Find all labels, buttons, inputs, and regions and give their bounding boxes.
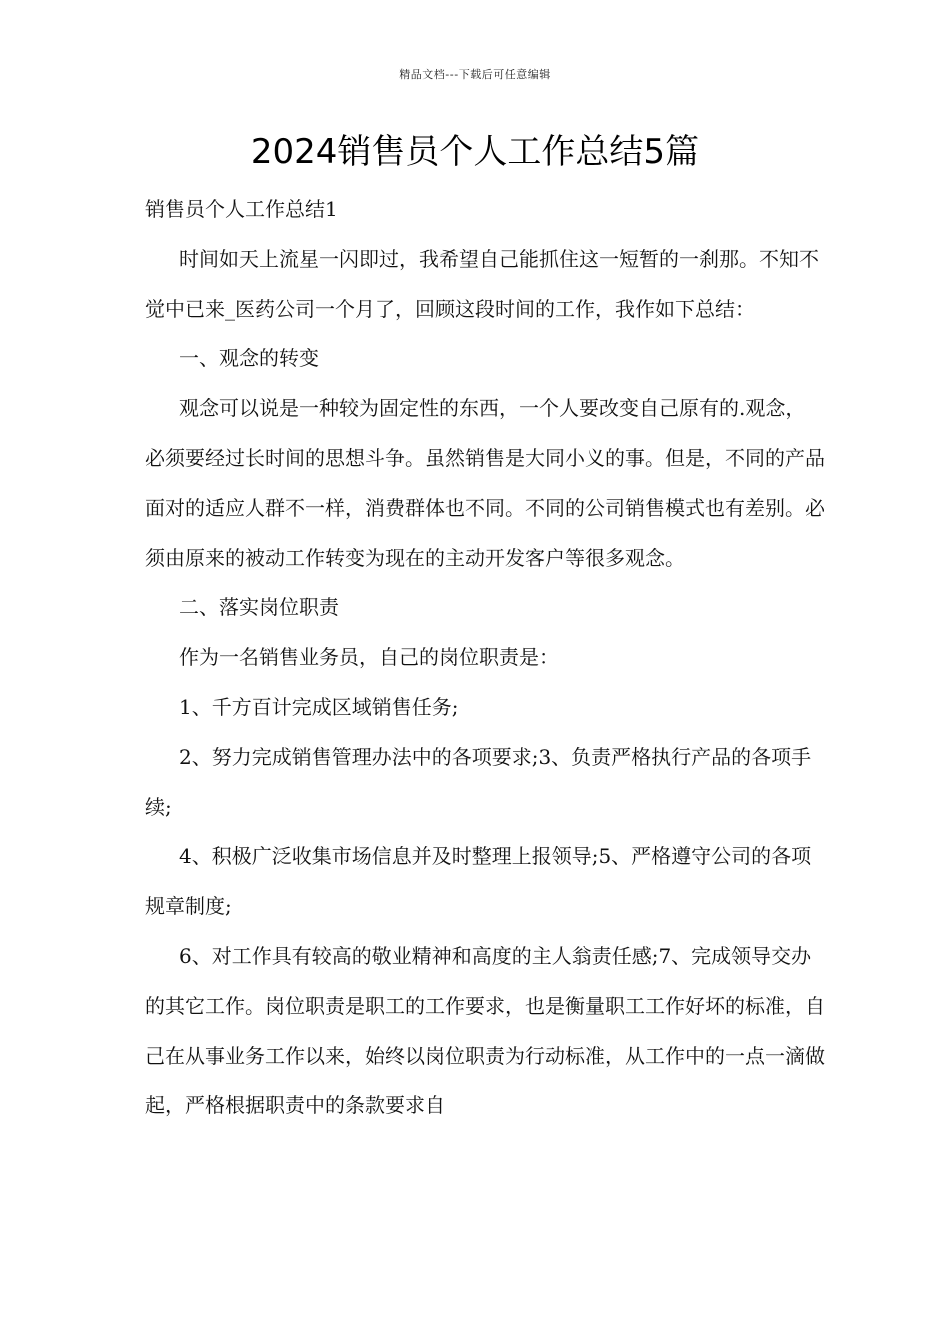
document-title: 2024销售员个人工作总结5篇: [250, 132, 700, 172]
header-note: 精品文档---下载后可任意编辑: [399, 68, 551, 81]
paragraph-duties-intro: 作为一名销售业务员，自己的岗位职责是：: [179, 645, 559, 670]
paragraph-concept: 观念可以说是一种较为固定性的东西，一个人要改变自己原有的.观念，必须要经过长时间的思想斗争。虽然销售是大同小义的事。但是，不同的产品面对的适应人群不一样，消费群体也不同。不同的公司销售模式也有差别。必须由原来的被动工作转变为现在的主动开发客户等很多观念。: [145, 396, 825, 570]
list-item-duty-1: 1、千方百计完成区域销售任务;: [179, 694, 459, 719]
list-item-duty-2-3: 2、努力完成销售管理办法中的各项要求;3、负责严格执行产品的各项手续;: [145, 744, 812, 819]
list-item-duty-6-7: 6、对工作具有较高的敬业精神和高度的主人翁责任感;7、完成领导交办的其它工作。岗位职责是职工的工作要求，也是衡量职工工作好坏的标准，自己在从事业务工作以来，始终以岗位职责为行动标准，从工作中的一点一滴做起，严格根据职责中的条款要求自: [145, 943, 825, 1118]
paragraph-intro: 时间如天上流星一闪即过，我希望自己能抓住这一短暂的一刹那。不知不觉中已来_医药公司一个月了，回顾这段时间的工作，我作如下总结：: [145, 246, 819, 321]
heading-duties: 二、落实岗位职责: [179, 595, 339, 620]
heading-concept-change: 一、观念的转变: [179, 346, 319, 371]
section-title: 销售员个人工作总结1: [145, 197, 338, 221]
document-body: [145, 185, 825, 1131]
list-item-duty-4-5: 4、积极广泛收集市场信息并及时整理上报领导;5、严格遵守公司的各项规章制度;: [145, 844, 812, 919]
